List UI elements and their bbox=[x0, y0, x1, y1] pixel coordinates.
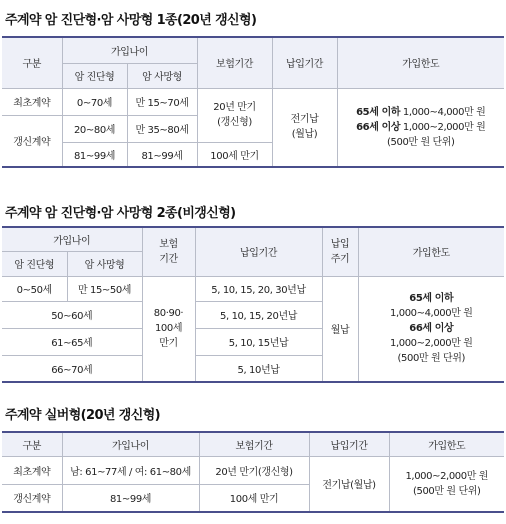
pay-cell: 5, 10, 15, 20년납 bbox=[195, 301, 322, 328]
header-pay: 납입기간 bbox=[309, 432, 389, 456]
row-label: 갱신계약 bbox=[2, 115, 62, 167]
period-cell: 100세 만기 bbox=[197, 142, 272, 167]
section-1-title: 주계약 암 진단형·암 사망형 1종(20년 갱신형) bbox=[5, 13, 257, 28]
cycle-cell: 월납 bbox=[322, 276, 358, 382]
header-period-line-2: 기간 bbox=[159, 253, 178, 265]
period-line-2: 100세 bbox=[154, 323, 183, 335]
header-gubun: 구분 bbox=[2, 432, 62, 456]
limit-unit: (500만 원 단위) bbox=[413, 485, 481, 497]
period-line-2: (갱신형) bbox=[217, 117, 252, 128]
table-1 bbox=[2, 36, 504, 168]
pay-cell: 5, 10, 15, 20, 30년납 bbox=[195, 276, 322, 301]
age-death-cell: 만 15~70세 bbox=[127, 88, 197, 115]
age-cell: 50~60세 bbox=[2, 301, 142, 328]
header-cycle-line-2: 주기 bbox=[330, 253, 350, 265]
row-label: 최초계약 bbox=[2, 456, 62, 484]
row-label: 갱신계약 bbox=[2, 484, 62, 512]
header-period bbox=[142, 227, 195, 276]
limit-amount-1: 1,000~4,000만 원 bbox=[400, 106, 486, 118]
header-age-diag: 암 진단형 bbox=[62, 63, 127, 88]
limit-amount-1: 1,000~4,000만 원 bbox=[389, 308, 473, 320]
pay-cell bbox=[272, 88, 337, 167]
header-cycle-line-1: 납입 bbox=[330, 238, 350, 250]
age-cell: 남: 61~77세 / 여: 61~80세 bbox=[62, 456, 199, 484]
header-age-death: 암 사망형 bbox=[127, 63, 197, 88]
period-line-1: 20년 만기 bbox=[213, 102, 256, 113]
section-2-title: 주계약 암 진단형·암 사망형 2종(비갱신형) bbox=[5, 206, 236, 221]
pay-line-2: (월납) bbox=[291, 129, 318, 141]
header-age: 가입나이 bbox=[62, 37, 197, 63]
age-diag-cell: 81~99세 bbox=[62, 142, 127, 167]
limit-amount-2: 1,000~2,000만 원 bbox=[400, 121, 486, 133]
age-cell: 61~65세 bbox=[2, 328, 142, 355]
header-age-diag: 암 진단형 bbox=[2, 251, 67, 276]
header-age: 가입나이 bbox=[62, 432, 199, 456]
period-cell bbox=[197, 88, 272, 142]
limit-cell bbox=[337, 88, 504, 167]
age-death-cell: 만 35~80세 bbox=[127, 115, 197, 142]
header-age: 가입나이 bbox=[2, 227, 142, 251]
pay-cell: 전기납(월납) bbox=[309, 456, 389, 512]
limit-cell bbox=[389, 456, 504, 512]
limit-age-65-under: 65세 이하 bbox=[409, 293, 454, 305]
age-diag-cell: 20~80세 bbox=[62, 115, 127, 142]
header-limit: 가입한도 bbox=[337, 37, 504, 88]
header-pay: 납입기간 bbox=[272, 37, 337, 88]
limit-age-65-under: 65세 이하 bbox=[356, 106, 401, 118]
age-cell: 81~99세 bbox=[62, 484, 199, 512]
age-diag-cell: 0~50세 bbox=[2, 276, 67, 301]
period-line-3: 만기 bbox=[159, 338, 178, 350]
header-gubun: 구분 bbox=[2, 37, 62, 88]
header-limit: 가입한도 bbox=[389, 432, 504, 456]
pay-cell: 5, 10년납 bbox=[195, 355, 322, 382]
limit-cell bbox=[358, 276, 504, 382]
header-period-line-1: 보험 bbox=[159, 238, 178, 250]
header-pay: 납입기간 bbox=[195, 227, 322, 276]
age-cell: 66~70세 bbox=[2, 355, 142, 382]
limit-unit: (500만 원 단위) bbox=[387, 136, 455, 148]
age-diag-cell: 0~70세 bbox=[62, 88, 127, 115]
limit-amount-2: 1,000~2,000만 원 bbox=[389, 338, 473, 350]
age-death-cell: 81~99세 bbox=[127, 142, 197, 167]
limit-unit: (500만 원 단위) bbox=[397, 353, 466, 365]
header-period: 보험기간 bbox=[197, 37, 272, 88]
limit-age-66-over: 66세 이상 bbox=[356, 121, 401, 133]
header-period: 보험기간 bbox=[199, 432, 309, 456]
header-limit: 가입한도 bbox=[358, 227, 504, 276]
period-line-1: 80·90· bbox=[153, 308, 184, 320]
section-3-title: 주계약 실버형(20년 갱신형) bbox=[5, 408, 161, 423]
pay-line-1: 전기납 bbox=[290, 114, 319, 126]
age-death-cell: 만 15~50세 bbox=[67, 276, 142, 301]
row-label: 최초계약 bbox=[2, 88, 62, 115]
table-2 bbox=[2, 226, 504, 383]
period-cell bbox=[142, 276, 195, 382]
pay-cell: 5, 10, 15년납 bbox=[195, 328, 322, 355]
period-cell: 20년 만기(갱신형) bbox=[199, 456, 309, 484]
table-3 bbox=[2, 431, 504, 513]
limit-amount: 1,000~2,000만 원 bbox=[405, 470, 489, 482]
header-cycle bbox=[322, 227, 358, 276]
limit-age-66-over: 66세 이상 bbox=[409, 323, 454, 335]
period-cell: 100세 만기 bbox=[199, 484, 309, 512]
header-age-death: 암 사망형 bbox=[67, 251, 142, 276]
